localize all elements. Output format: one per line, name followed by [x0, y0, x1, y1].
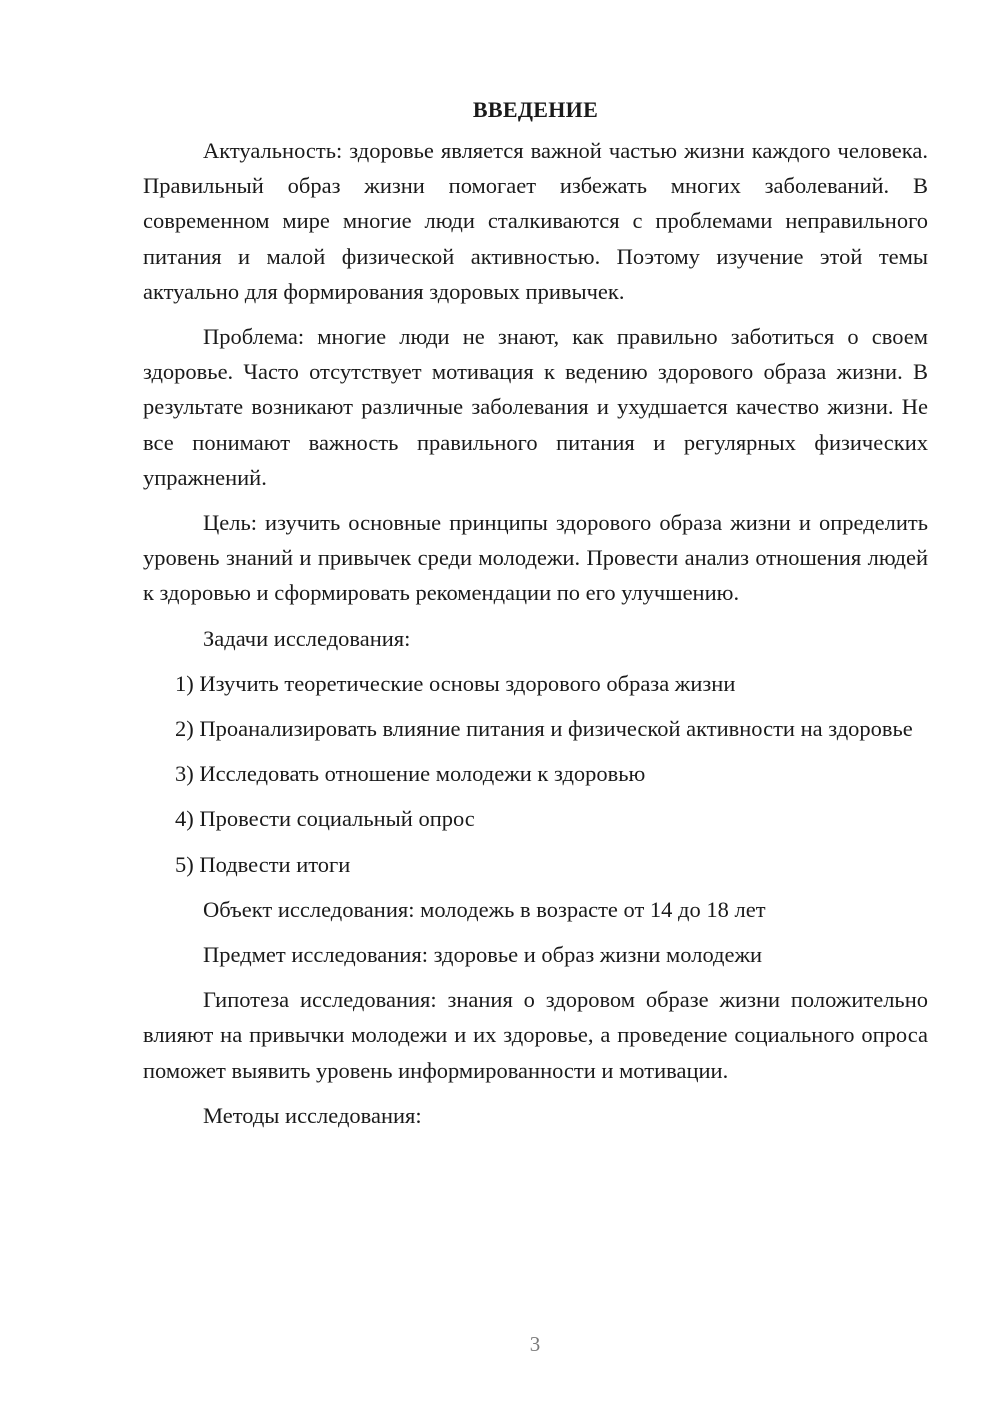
- task-item-1: 1) Изучить теоретические основы здорового образа жизни: [175, 670, 736, 696]
- paragraph-subject: Предмет исследования: здоровье и образ жизни молодежи: [203, 942, 763, 968]
- methods-heading: Методы исследования:: [203, 1102, 422, 1128]
- page-number: 3: [529, 1332, 541, 1356]
- task-item-2: 2) Проанализировать влияние питания и физической активности на здоровье: [175, 716, 913, 742]
- paragraph-problem: Проблема: многие люди не знают, как правильно заботиться о своем здоровье. Часто отсутствует мотивация к ведению здорового образа жизни. В результате возникают различные заболевания и ухудшается качество жизни. Не все понимают важность правильного питания и регулярных физических упражнений.: [143, 324, 928, 490]
- paragraph-object: Объект исследования: молодежь в возрасте от 14 до 18 лет: [203, 896, 766, 922]
- paragraph-goal: Цель: изучить основные принципы здорового образа жизни и определить уровень знаний и привычек среди молодежи. Провести анализ отношения людей к здоровью и сформировать рекомендации по его улучшению.: [143, 510, 928, 606]
- paragraph-relevance: Актуальность: здоровье является важной частью жизни каждого человека. Правильный образ жизни помогает избежать многих заболеваний. В современном мире многие люди сталкиваются с проблемами неправильного питания и малой физической активностью. Поэтому изучение этой темы актуально для формирования здоровых привычек.: [143, 138, 928, 304]
- paragraph-hypothesis: Гипотеза исследования: знания о здоровом образе жизни положительно влияют на привычки молодежи и их здоровье, а проведение социального опроса поможет выявить уровень информированности и мотивации.: [143, 987, 928, 1083]
- tasks-heading: Задачи исследования:: [203, 625, 411, 651]
- task-item-4: 4) Провести социальный опрос: [175, 806, 475, 832]
- page-title: ВВЕДЕНИЕ: [472, 97, 599, 122]
- task-item-3: 3) Исследовать отношение молодежи к здоровью: [175, 761, 646, 787]
- page-content: [143, 92, 928, 1143]
- task-item-5: 5) Подвести итоги: [175, 851, 351, 877]
